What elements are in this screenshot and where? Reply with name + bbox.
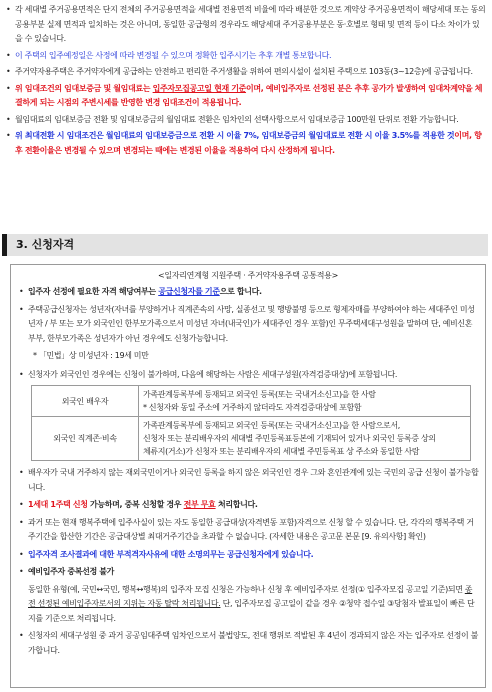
table-value-line: 신청자 또는 분리배우자의 세대별 주민등록표등본에 기재되어 있거나 외국인 등록증 상의: [143, 434, 436, 443]
eligibility-item: [15, 498, 479, 513]
eligibility-paragraph: [15, 583, 479, 627]
eligibility-item: [15, 516, 479, 545]
table-value-line: 체류지(거소)가 신청자 또는 분리배우자의 세대별 주민등록표 상 주소와 동일한 사람: [143, 447, 420, 456]
text-run: 가능하며,: [87, 500, 125, 509]
eligibility-item: [15, 285, 479, 300]
notice-item: [2, 129, 486, 158]
text-run: 이며, 향후 전환이율은 변경될 수 있으며 변경되는 때에는 변경된 이율을 적용하여 다시 산정하게 됩니다.: [15, 131, 482, 155]
foreign-member-table: [31, 385, 471, 461]
notice-item: [2, 49, 486, 64]
notice-item: [2, 3, 486, 47]
text-run: 으로 합니다.: [219, 287, 262, 296]
table-value: [139, 417, 471, 461]
text-run: 중복 신청할 경우: [124, 500, 184, 509]
eligibility-box: [10, 264, 486, 688]
table-value: [139, 386, 471, 417]
table-value-line: 가족관계등록부에 등재되고 외국인 등록(또는 국내거소신고)을 한 사람으로서,: [143, 421, 400, 430]
text-run: 각 세대별 주거공용면적은 단지 전체의 주거공용면적을 세대별 전용면적 비율에 따라 배분한 것으로 계약상 주거공용면적이 해당세대 또는 동의 공용부분 실제 면적과 일치하는 것은 아니며, 동일한 공급형의 경우라도 해당세대 주거공용부분은 동·호별로 형태 및 면적 등이 다소 차이가 있을 수 있습니다.: [15, 5, 486, 43]
table-key: 외국인 배우자: [32, 386, 139, 417]
text-run: 배우자가 국내 거주하지 않는 재외국민이거나 외국인 등록을 하지 않은 외국인인 경우 그와 혼인관계에 있는 국민의 공급 신청이 불가능합니다.: [28, 468, 479, 492]
notice-item: [2, 65, 486, 80]
notice-item: [2, 113, 486, 128]
table-row: [32, 386, 471, 417]
text-run: 이 주택의 입주예정일은 사정에 따라 변경될 수 있으며 정확한 입주시기는 추후 개별 통보합니다.: [15, 50, 332, 60]
text-run: 입주자격 조사결과에 대한 부적격자사유에 대한 소명의무는 공급신청자에게 있습니다.: [28, 549, 314, 559]
text-run: 동일한 유형(예, 국민↔국민, 행복↔행복)의 입주자 모집 신청은 가능하나 신청 후 예비입주자로 선정(① 입주자모집 공고일 기준)되면: [28, 584, 465, 594]
text-run: 월임대료의 임대보증금 전환 및 임대보증금의 월임대료 전환은 임차인의 선택사항으로서 임대보증금 100만원 단위로 전환 가능합니다.: [15, 114, 459, 124]
section-heading: 3. 신청자격: [2, 234, 488, 256]
table-value-line: 가족관계등록부에 등재되고 외국인 등록(또는 국내거소신고)을 한 사람: [143, 390, 376, 399]
text-run: 주거약자용주택은 주거약자에게 공급하는 안전하고 편리한 주거생활을 위하여 편의시설이 설치된 주택으로 103동(3~12층)에 공급됩니다.: [15, 67, 473, 76]
eligibility-item: [15, 303, 479, 347]
text-run: 과거 또는 현재 행복주택에 입주사실이 있는 자도 동일한 공급대상(자격변동 포함)자격으로 신청 할 수 있습니다. 단, 각각의 행복주택 거주기간을 합산한 기간은 공급대상별 최대거주기간을 초과할 수 없습니다. (자세한 내용은 공고문 본문 [9. 유의사항] 확인): [28, 517, 474, 541]
text-run: 입주자모집공고일 현재 기준: [152, 83, 247, 93]
text-run: 단, 입주자모집 공고일이 같을 경우 ②청약 접수일 ③당첨자 발표일이 빠른 단지를 기준으로 처리됩니다.: [28, 599, 475, 623]
box-body: [11, 285, 485, 658]
eligibility-item: [15, 466, 479, 495]
text-run: 신청자의 세대구성원 중 과거 공공임대주택 임차인으로서 불법양도, 전대 행위로 적발된 후 4년이 경과되지 않은 자는 입주자로 선정이 불가합니다.: [28, 631, 478, 655]
text-run: 처리합니다.: [215, 500, 258, 509]
eligibility-item: [15, 368, 479, 383]
table-key: 외국인 직계존·비속: [32, 417, 139, 461]
text-run: 1세대 1주택 신청: [28, 500, 88, 509]
top-notice-list: [2, 3, 486, 160]
text-run: 신청자가 외국인인 경우에는 신청이 불가하며, 다음에 해당하는 사람은 세대구성원(자격검증대상)에 포함됩니다.: [28, 369, 398, 379]
eligibility-item: [15, 629, 479, 658]
text-run: 주택공급신청자는 성년자(자녀를 부양하거나 직계존속의 사망, 실종선고 및 행방불명 등으로 형제자매를 부양하여야 하는 세대주인 미성년자 / 부 또는 모가 외국인인 한부모가족으로서 미성년 자녀(내국인)가 세대주인 경우 포함)인 무주택세대구성원을 말하며 단, 예비신혼부부, 한부모가족은 성년자가 아닌 경우에도 신청가능합니다.: [28, 304, 475, 343]
eligibility-note: * 「민법」상 미성년자 : 19세 미만: [33, 351, 149, 360]
table-value-line: * 신청자와 동일 주소에 거주하지 않더라도 자격검증대상에 포함함: [143, 403, 362, 412]
text-run: 이며, 예비입주자로 선정된 분은 추후 공가가 발생하여 임대차계약을 체결하게 되는 시점의 주변시세를 반영한 변경 임대조건이 적용됩니다.: [15, 83, 483, 107]
text-run: 전부 무효: [183, 500, 216, 509]
text-run: 종전 선정된 예비입주자로서의 지위는 자동 탈락 처리됩니다.: [28, 584, 473, 608]
table-row: [32, 417, 471, 461]
eligibility-item: [15, 548, 479, 563]
text-run: 위 임대조건의 임대보증금 및 월임대료는: [15, 83, 153, 93]
box-title: <일자리연계형 지원주택 · 주거약자용주택 공통적용>: [157, 271, 338, 280]
text-run: 입주자 선정에 필요한 자격 해당여부는: [28, 287, 159, 296]
notice-item: [2, 82, 486, 111]
text-run: 위 최대전환 시 임대조건은 월임대료의 임대보증금으로 전환 시 이율 7%, 임대보증금의 월임대료로 전환 시 이율 3.5%를 적용한 것: [15, 131, 455, 140]
eligibility-item: [15, 565, 479, 580]
text-run: 예비입주자 중복선정 불가: [28, 567, 115, 576]
text-run: 공급신청자를 기준: [158, 287, 220, 296]
